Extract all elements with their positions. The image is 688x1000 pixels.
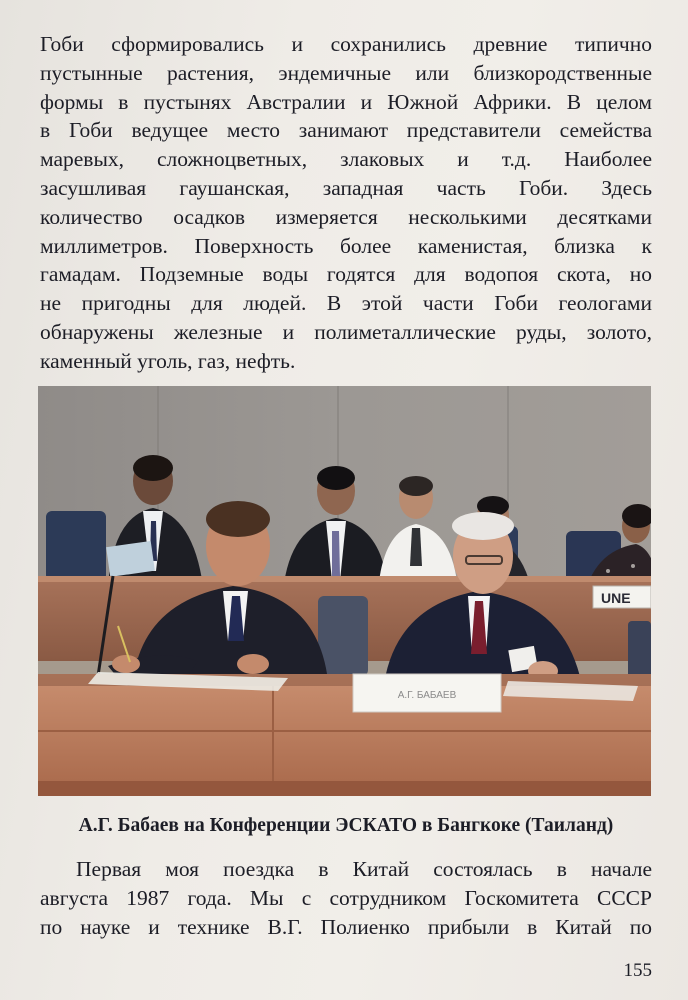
text-line: засушливая гаушанская, западная часть Гоби. Здесь (40, 175, 652, 200)
text-line: не пригодны для людей. В этой части Гоби геологами (40, 291, 652, 316)
text-line: Гоби сформировались и сохранились древние типично (40, 32, 652, 56)
text-line: количество осадков измеряется несколькими десятками (40, 204, 652, 229)
text-line: гамадам. Подземные воды годятся для водопоя скота, но (40, 262, 652, 287)
text-line: обнаружены железные и полиметаллические руды, золото, (40, 319, 652, 344)
text-line: миллиметров. Поверхность более каменистая, близка к (40, 233, 652, 258)
text-line: в Гоби ведущее место занимают представители семейства (40, 118, 652, 143)
placard-text: А.Г. БАБАЕВ (397, 690, 457, 701)
text-line: августа 1987 года. Мы с сотрудником Госкомитета СССР (40, 885, 652, 910)
body-paragraph-1 (40, 30, 652, 376)
text-line: пустынные растения, эндемичные или близкородственные (40, 60, 652, 85)
page-number: 155 (623, 960, 652, 981)
conference-photo (38, 386, 651, 796)
text-line: Первая моя поездка в Китай состоялась в начале (76, 857, 652, 881)
photo-caption: А.Г. Бабаев на Конференции ЭСКАТО в Бангкоке (Таиланд) (78, 815, 614, 836)
text-line: маревых, сложноцветных, злаковых и т.д. Наиболее (40, 147, 652, 172)
placard-text: UNE (601, 590, 631, 606)
text-line: формы в пустынях Австралии и Южной Африки. В целом (40, 89, 652, 114)
text-line: по науке и технике В.Г. Полиенко прибыли в Китай по (40, 914, 652, 939)
text-line: каменный уголь, газ, нефть. (40, 348, 296, 373)
body-paragraph-2 (40, 855, 652, 941)
